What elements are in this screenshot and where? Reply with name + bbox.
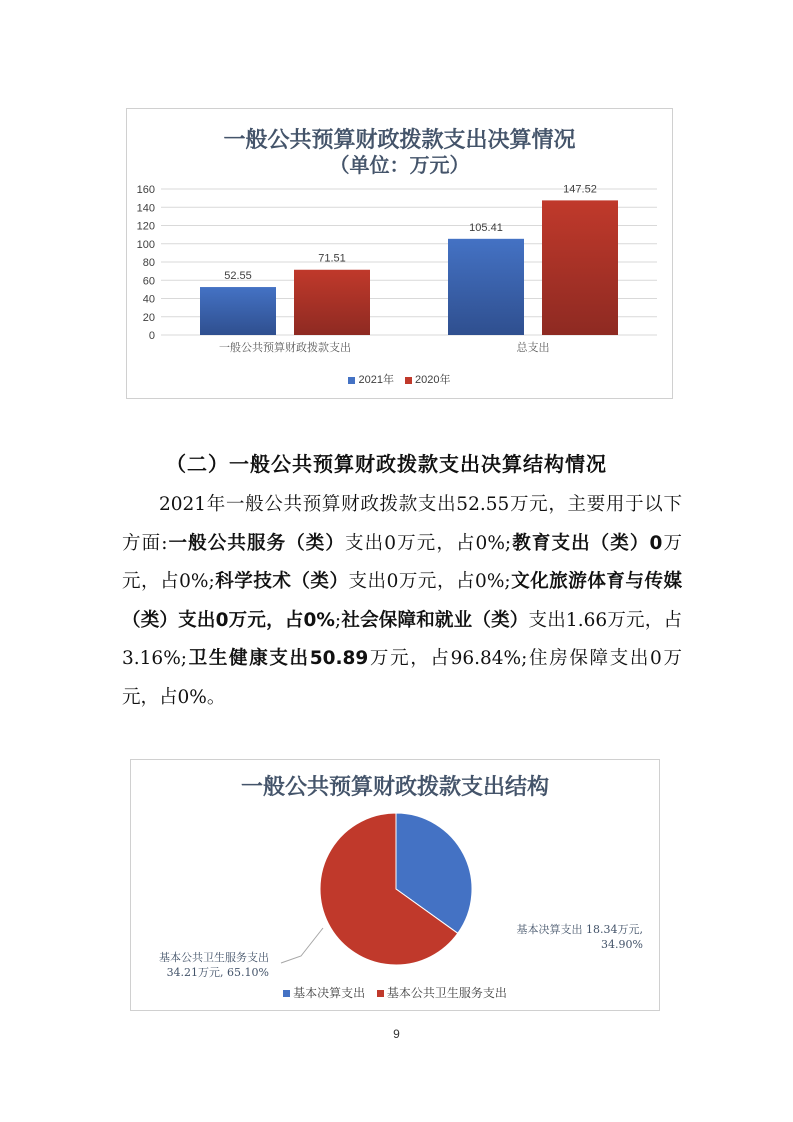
legend-item-2021 xyxy=(348,371,393,387)
bar-chart-subtitle: （单位：万元） xyxy=(329,153,470,177)
y-tick-label: 80 xyxy=(142,257,155,269)
legend-label: 基本决算支出 xyxy=(293,986,366,1000)
pie-chart-title: 一般公共预算财政拨款支出结构 xyxy=(240,774,549,800)
legend-swatch xyxy=(405,377,412,384)
legend-label: 2021年 xyxy=(358,374,394,386)
y-tick-label: 0 xyxy=(148,330,155,342)
bar-chart-panel xyxy=(126,108,673,399)
bar-chart-title: 一般公共预算财政拨款支出决算情况 xyxy=(223,127,576,153)
legend-label: 基本公共卫生服务支出 xyxy=(386,986,507,1000)
pie-leader-line xyxy=(281,928,323,963)
legend-item-basic xyxy=(283,984,365,1001)
pie-label-line: 34.90% xyxy=(601,938,643,951)
y-tick-label: 20 xyxy=(142,311,155,324)
bar-chart-legend xyxy=(127,371,672,387)
pie-chart-legend xyxy=(131,984,659,1001)
legend-item-2020 xyxy=(405,371,450,387)
bar-chart-plot xyxy=(127,109,672,369)
data-label: 147.52 xyxy=(563,183,597,196)
y-tick-label: 60 xyxy=(142,275,155,288)
legend-swatch xyxy=(283,990,290,997)
para-text: ; xyxy=(334,609,342,631)
para-text: 万元，占96.84%;住房保障支出0万元，占0%。 xyxy=(122,648,682,708)
pie-label-health xyxy=(139,950,269,980)
para-bold: 社会保障和就业（类） xyxy=(341,609,529,631)
para-text: 支出0万元，占0%; xyxy=(348,571,511,592)
para-bold: 教育支出（类）0 xyxy=(511,532,663,554)
bar-2020年-0 xyxy=(294,270,370,335)
para-text: 支出0万元，占0%; xyxy=(345,532,512,554)
para-text: 支出1.66万元，占3.16%; xyxy=(122,609,682,669)
para-bold: 一般公共服务（类） xyxy=(167,532,346,554)
x-category-label: 总支出 xyxy=(516,342,550,354)
page-number: 9 xyxy=(393,1027,400,1041)
section-heading: （二）一般公共预算财政拨款支出决算结构情况 xyxy=(166,452,607,476)
pie-label-line: 基本公共卫生服务支出 xyxy=(159,951,269,964)
para-bold: 文化旅游体育与传媒（类）支出0万元，占0% xyxy=(122,571,682,631)
legend-swatch xyxy=(377,990,384,997)
y-tick-label: 160 xyxy=(136,184,155,196)
pie-label-line: 基本决算支出 18.34万元, xyxy=(516,923,643,936)
para-text: 2021年一般公共预算财政拨款支出52.55万元，主要用于以下方面: xyxy=(122,494,682,554)
legend-item-health xyxy=(377,984,507,1001)
bar-2021年-1 xyxy=(448,239,524,335)
para-bold: 科学技术（类） xyxy=(214,571,349,592)
y-tick-label: 40 xyxy=(142,293,155,306)
pie-label-basic xyxy=(513,922,643,952)
para-text: 万元，占0%; xyxy=(122,532,682,592)
y-tick-label: 140 xyxy=(136,202,155,215)
data-label: 71.51 xyxy=(318,252,346,265)
y-tick-label: 120 xyxy=(136,220,155,233)
bar-2020年-1 xyxy=(542,200,618,335)
legend-label: 2020年 xyxy=(415,374,451,386)
para-bold: 卫生健康支出50.89 xyxy=(187,648,369,669)
pie-label-line: 34.21万元, 65.10% xyxy=(166,966,269,979)
data-label: 105.41 xyxy=(469,221,503,234)
pie-chart-panel xyxy=(130,759,660,1011)
x-category-label: 一般公共预算财政拨款支出 xyxy=(219,342,351,354)
legend-swatch xyxy=(348,377,355,384)
bar-2021年-0 xyxy=(200,287,276,335)
y-tick-label: 100 xyxy=(136,238,155,251)
data-label: 52.55 xyxy=(224,270,252,283)
body-paragraph xyxy=(122,486,682,717)
